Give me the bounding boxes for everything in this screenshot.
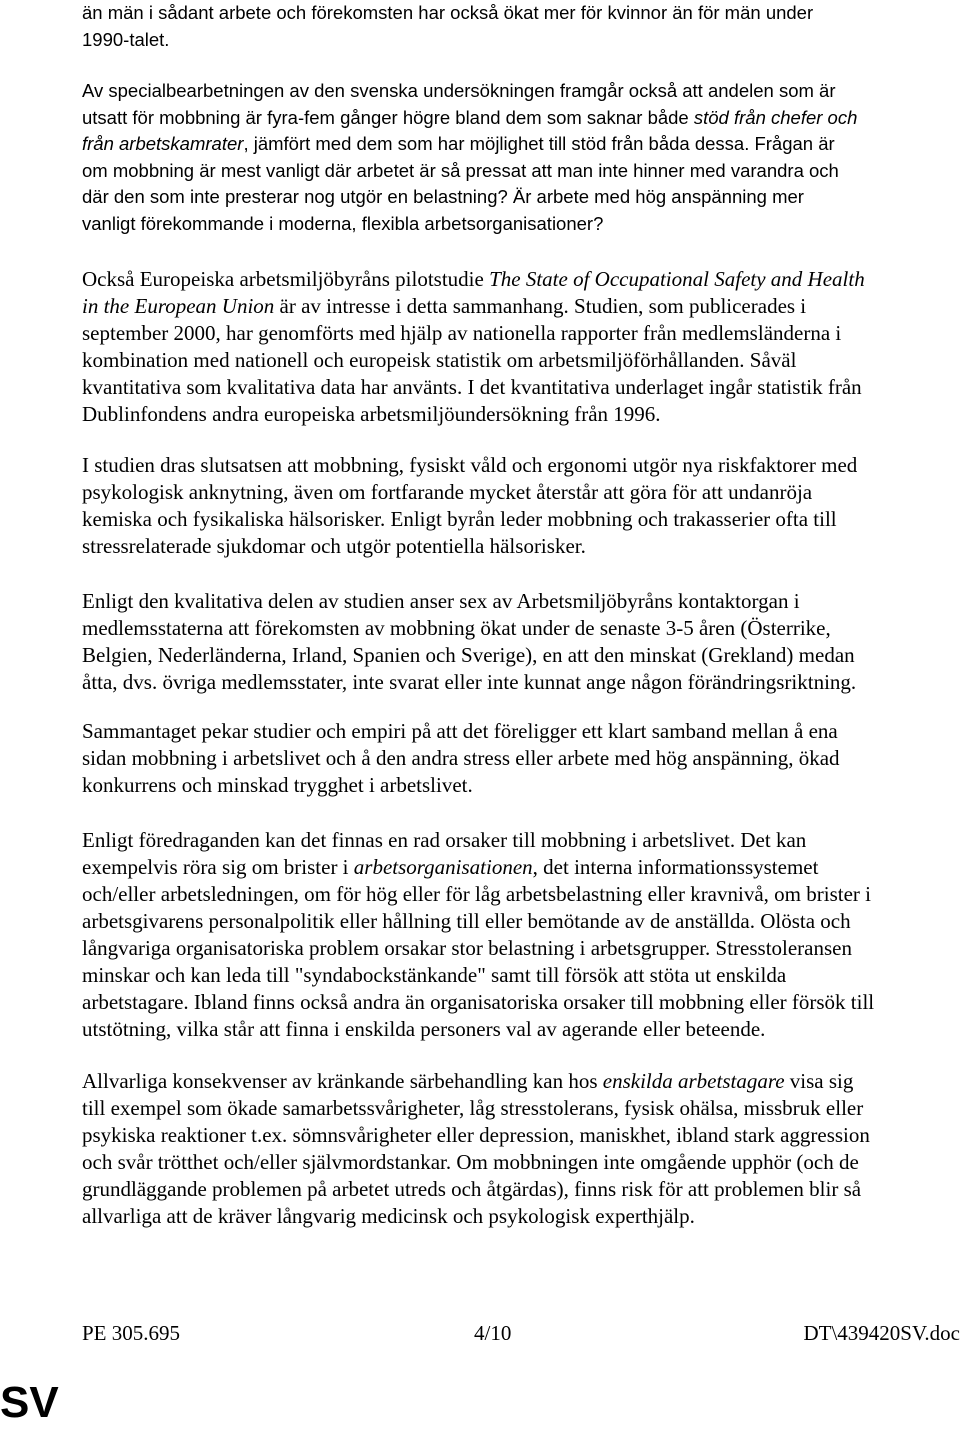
text-run: grundläggande problemen på arbetet utreds och åtgärdas), finns risk för att problemen blir så [82, 1177, 862, 1201]
text-line [82, 506, 960, 533]
text-line [82, 184, 960, 211]
text-run: och svår trötthet och/eller självmordstankar. Om mobbningen inte omgående upphör (och de [82, 1150, 859, 1174]
text-run: långvariga organisatoriska problem orsakar stor belastning i arbetsgrupper. Stresstoleransen [82, 936, 852, 960]
text-line [82, 1095, 960, 1122]
text-line [82, 158, 960, 185]
text-run: sidan mobbning i arbetslivet och å den andra stress eller arbete med hög anspänning, ökad [82, 746, 840, 770]
italic-run: från arbetskamrater [82, 133, 244, 154]
text-run: till exempel som ökade samarbetssvårigheter, låg stresstolerans, fysisk ohälsa, missbruk eller [82, 1096, 864, 1120]
text-run: konkurrens och minskad trygghet i arbetslivet. [82, 773, 473, 797]
text-run: Allvarliga konsekvenser av kränkande särbehandling kan hos [82, 1069, 603, 1093]
text-run: visa sig [784, 1069, 854, 1093]
text-line [82, 745, 960, 772]
text-line [82, 401, 960, 428]
text-line [82, 320, 960, 347]
italic-run: enskilda arbetstagare [602, 1069, 785, 1093]
text-line [82, 452, 960, 479]
text-line [82, 211, 960, 238]
text-run: där den som inte presterar nog utgör en belastning? Är arbete med hög anspänning mer [82, 186, 804, 207]
text-run: Enligt föredraganden kan det finnas en rad orsaker till mobbning i arbetslivet. Det kan [82, 828, 807, 852]
language-code: SV [0, 1378, 59, 1427]
document-reference: PE 305.695 [82, 1321, 181, 1345]
text-line [82, 0, 960, 27]
text-line [82, 935, 960, 962]
text-line [82, 1068, 960, 1095]
text-run: vanligt förekommande i moderna, flexibla arbetsorganisationer? [82, 212, 604, 234]
paragraph-7 [82, 827, 960, 1043]
text-line [82, 266, 960, 293]
text-run: Sammantaget pekar studier och empiri på att det föreligger ett klart samband mellan å ena [82, 719, 838, 743]
text-run: I studien dras slutsatsen att mobbning, fysiskt våld och ergonomi utgör nya riskfaktorer med [82, 453, 858, 477]
text-line [82, 1149, 960, 1176]
text-run: utsatt för mobbning är fyra-fem gånger högre bland dem som saknar både [82, 106, 694, 128]
text-run: kvantitativa som kvalitativa data har använts. I det kvantitativa underlaget ingår statistik från [82, 375, 862, 399]
text-line [82, 27, 960, 54]
text-run: stressrelaterade sjukdomar och utgör potentiella hälsorisker. [82, 534, 586, 558]
text-run: och/eller arbetsledningen, om för hög eller för låg arbetsbelastning eller kravnivå, om brister i [82, 882, 871, 906]
text-line [82, 962, 960, 989]
italic-run: in the European Union [82, 294, 275, 318]
text-run: allvarliga att de kräver långvarig medicinsk och psykologisk experthjälp. [82, 1204, 695, 1228]
text-run: medlemsstaterna att förekomsten av mobbning ökat under de senaste 3-5 åren (Österrike, [82, 616, 831, 640]
text-run: om mobbning är mest vanligt där arbetet är så pressat att man inte hinner med varandra och [82, 159, 839, 181]
text-line [82, 615, 960, 642]
text-run: psykologisk anknytning, även om fortfarande mycket återstår att göra för att undanröja [82, 480, 813, 504]
text-run: Belgien, Nederländerna, Irland, Spanien och Sverige), en att den minskat (Grekland) medan [82, 643, 855, 667]
text-run: 1990-talet. [82, 28, 170, 50]
italic-run: stöd från chefer och [693, 106, 858, 128]
paragraph-8 [82, 1068, 960, 1230]
text-run: Dublinfondens andra europeiska arbetsmiljöundersökning från 1996. [82, 402, 661, 426]
text-run: exempelvis röra sig om brister i [82, 855, 354, 879]
paragraph-6 [82, 718, 960, 799]
text-run: än män i sådant arbete och förekomsten har också ökat mer för kvinnor än för män under [82, 2, 814, 23]
text-run: kombination med nationell och europeisk statistik om arbetsmiljöförhållanden. Såväl [82, 348, 797, 372]
file-name: DT\439420SV.doc [803, 1321, 960, 1345]
text-run: , jämfört med dem som har möjlighet till stöd från båda dessa. Frågan är [243, 133, 835, 154]
text-run: psykiska reaktioner t.ex. sömnsvårigheter eller depression, maniskhet, ibland stark aggression [82, 1123, 870, 1147]
text-line [82, 881, 960, 908]
italic-run: The State of Occupational Safety and Health [489, 267, 865, 291]
text-run: minskar och kan leda till "syndabockstänkande" samt till försök att stöta ut enskilda [82, 963, 787, 987]
text-line [82, 1016, 960, 1043]
text-line [82, 772, 960, 799]
text-line [82, 642, 960, 669]
paragraph-3 [82, 266, 960, 428]
text-line [82, 908, 960, 935]
text-run: Av specialbearbetningen av den svenska undersökningen framgår också att andelen som är [82, 80, 836, 101]
text-line [82, 1203, 960, 1230]
text-line [82, 347, 960, 374]
text-run: september 2000, har genomförts med hjälp av nationella rapporter från medlemsländerna i [82, 321, 842, 345]
paragraph-4 [82, 452, 960, 560]
text-line [82, 293, 960, 320]
text-run: är av intresse i detta sammanhang. Studien, som publicerades i [274, 294, 807, 318]
text-line [82, 78, 960, 105]
text-line [82, 854, 960, 881]
text-run: kemiska och fysikaliska hälsorisker. Enligt byrån leder mobbning och trakasserier ofta till [82, 507, 837, 531]
text-line [82, 718, 960, 745]
text-run: arbetsgivarens personalpolitik eller hållning till eller bemötande av de anställda. Olösta och [82, 909, 851, 933]
text-line [82, 669, 960, 696]
text-line [82, 1176, 960, 1203]
paragraph-2 [82, 78, 960, 237]
text-line [82, 131, 960, 158]
text-line [82, 479, 960, 506]
text-run: Enligt den kvalitativa delen av studien anser sex av Arbetsmiljöbyråns kontaktorgan i [82, 589, 800, 613]
paragraph-5 [82, 588, 960, 696]
text-line [82, 533, 960, 560]
italic-run: arbetsorganisationen [353, 855, 533, 879]
text-line [82, 105, 960, 132]
text-line [82, 588, 960, 615]
text-run: Också Europeiska arbetsmiljöbyråns pilotstudie [82, 267, 490, 291]
text-line [82, 1122, 960, 1149]
text-run: utstötning, vilka står att finna i enskilda personers val av agerande eller beteende. [82, 1017, 766, 1041]
text-line [82, 989, 960, 1016]
paragraph-1 [82, 0, 960, 53]
text-run: , det interna informationssystemet [532, 855, 819, 879]
text-run: arbetstagare. Ibland finns också andra än organisatoriska orsaker till mobbning eller försök till [82, 990, 875, 1014]
page-footer [82, 1319, 960, 1347]
text-line [82, 374, 960, 401]
text-run: åtta, dvs. övriga medlemsstater, inte svarat eller inte kunnat ange någon förändringsriktning. [82, 670, 857, 694]
page-number: 4/10 [474, 1321, 512, 1345]
text-line [82, 827, 960, 854]
